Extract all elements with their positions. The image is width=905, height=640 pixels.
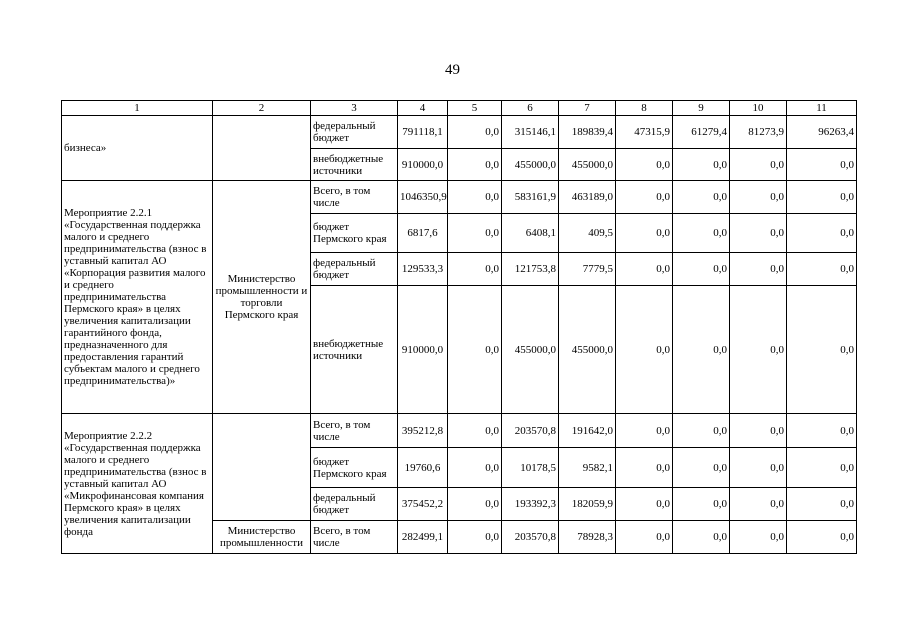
value-cell: 203570,8	[502, 414, 559, 448]
value-cell: 0,0	[616, 286, 673, 414]
value-cell: 409,5	[559, 214, 616, 253]
measure-name: бизнеса»	[62, 116, 213, 181]
value-cell: 0,0	[787, 214, 857, 253]
value-cell: 0,0	[448, 149, 502, 181]
value-cell: 203570,8	[502, 521, 559, 554]
value-cell: 0,0	[730, 414, 787, 448]
value-cell: 375452,2	[398, 488, 448, 521]
value-cell: 129533,3	[398, 253, 448, 286]
value-cell: 463189,0	[559, 181, 616, 214]
value-cell: 0,0	[448, 448, 502, 488]
value-cell: 19760,6	[398, 448, 448, 488]
column-header: 10	[730, 101, 787, 116]
column-header: 7	[559, 101, 616, 116]
funding-source: внебюджетные источники	[311, 286, 398, 414]
funding-source: Всего, в том числе	[311, 414, 398, 448]
funding-source: федеральный бюджет	[311, 116, 398, 149]
value-cell: 193392,3	[502, 488, 559, 521]
value-cell: 0,0	[673, 149, 730, 181]
value-cell: 0,0	[673, 414, 730, 448]
value-cell: 81273,9	[730, 116, 787, 149]
value-cell: 1046350,9	[398, 181, 448, 214]
column-header: 5	[448, 101, 502, 116]
value-cell: 0,0	[730, 181, 787, 214]
value-cell: 0,0	[448, 253, 502, 286]
column-header: 3	[311, 101, 398, 116]
value-cell: 0,0	[673, 488, 730, 521]
value-cell: 182059,9	[559, 488, 616, 521]
value-cell: 0,0	[616, 448, 673, 488]
value-cell: 0,0	[673, 214, 730, 253]
value-cell: 0,0	[787, 488, 857, 521]
funding-source: федеральный бюджет	[311, 253, 398, 286]
value-cell: 0,0	[448, 116, 502, 149]
value-cell: 61279,4	[673, 116, 730, 149]
column-header: 8	[616, 101, 673, 116]
value-cell: 0,0	[448, 521, 502, 554]
executor: Министерство промышленности	[213, 521, 311, 554]
column-header: 2	[213, 101, 311, 116]
value-cell: 10178,5	[502, 448, 559, 488]
value-cell: 583161,9	[502, 181, 559, 214]
column-header: 4	[398, 101, 448, 116]
value-cell: 0,0	[730, 448, 787, 488]
value-cell: 910000,0	[398, 286, 448, 414]
value-cell: 0,0	[448, 214, 502, 253]
value-cell: 0,0	[730, 214, 787, 253]
value-cell: 0,0	[616, 149, 673, 181]
value-cell: 6408,1	[502, 214, 559, 253]
column-header: 9	[673, 101, 730, 116]
value-cell: 455000,0	[559, 149, 616, 181]
value-cell: 455000,0	[502, 286, 559, 414]
funding-source: Всего, в том числе	[311, 521, 398, 554]
value-cell: 0,0	[787, 149, 857, 181]
table-row	[62, 181, 857, 214]
value-cell: 121753,8	[502, 253, 559, 286]
value-cell: 0,0	[787, 448, 857, 488]
table-row	[62, 116, 857, 149]
value-cell: 0,0	[673, 181, 730, 214]
value-cell: 9582,1	[559, 448, 616, 488]
value-cell: 0,0	[616, 414, 673, 448]
value-cell: 0,0	[787, 286, 857, 414]
value-cell: 0,0	[787, 253, 857, 286]
value-cell: 0,0	[730, 253, 787, 286]
value-cell: 0,0	[448, 488, 502, 521]
value-cell: 6817,6	[398, 214, 448, 253]
value-cell: 0,0	[673, 286, 730, 414]
header-row	[62, 101, 857, 116]
measure-name: Мероприятие 2.2.1 «Государственная поддержка малого и среднего предпринимательства (взнос в уставный капитал АО «Корпорация развития малого и среднего предпринимательства Пермского края» в целях увеличения капитализации гарантийного фонда, предназначенного для предоставления гарантий субъектам малого и среднего предпринимательства)»	[62, 181, 213, 414]
funding-source: бюджет Пермского края	[311, 214, 398, 253]
value-cell: 0,0	[673, 253, 730, 286]
value-cell: 0,0	[616, 521, 673, 554]
value-cell: 0,0	[616, 488, 673, 521]
executor	[213, 414, 311, 521]
value-cell: 0,0	[673, 521, 730, 554]
value-cell: 78928,3	[559, 521, 616, 554]
budget-table	[61, 100, 857, 554]
value-cell: 189839,4	[559, 116, 616, 149]
value-cell: 0,0	[787, 521, 857, 554]
value-cell: 0,0	[730, 149, 787, 181]
column-header: 1	[62, 101, 213, 116]
page-number: 49	[445, 62, 460, 78]
column-header: 6	[502, 101, 559, 116]
value-cell: 0,0	[616, 181, 673, 214]
value-cell: 7779,5	[559, 253, 616, 286]
value-cell: 0,0	[448, 181, 502, 214]
value-cell: 0,0	[787, 414, 857, 448]
value-cell: 96263,4	[787, 116, 857, 149]
value-cell: 791118,1	[398, 116, 448, 149]
funding-source: федеральный бюджет	[311, 488, 398, 521]
value-cell: 0,0	[673, 448, 730, 488]
value-cell: 191642,0	[559, 414, 616, 448]
funding-source: бюджет Пермского края	[311, 448, 398, 488]
value-cell: 910000,0	[398, 149, 448, 181]
value-cell: 0,0	[730, 521, 787, 554]
value-cell: 0,0	[448, 286, 502, 414]
executor: Министерство промышленности и торговли Пермского края	[213, 181, 311, 414]
value-cell: 0,0	[616, 253, 673, 286]
value-cell: 47315,9	[616, 116, 673, 149]
value-cell: 0,0	[787, 181, 857, 214]
value-cell: 0,0	[730, 286, 787, 414]
column-header: 11	[787, 101, 857, 116]
executor	[213, 116, 311, 181]
table-row	[62, 414, 857, 448]
measure-name: Мероприятие 2.2.2 «Государственная поддержка малого и среднего предпринимательства (взнос в уставный капитал АО «Микрофинансовая компания Пермского края» в целях увеличения капитализации фонда	[62, 414, 213, 554]
value-cell: 0,0	[448, 414, 502, 448]
value-cell: 315146,1	[502, 116, 559, 149]
funding-source: внебюджетные источники	[311, 149, 398, 181]
funding-source: Всего, в том числе	[311, 181, 398, 214]
value-cell: 282499,1	[398, 521, 448, 554]
value-cell: 455000,0	[502, 149, 559, 181]
value-cell: 395212,8	[398, 414, 448, 448]
value-cell: 0,0	[730, 488, 787, 521]
value-cell: 455000,0	[559, 286, 616, 414]
value-cell: 0,0	[616, 214, 673, 253]
